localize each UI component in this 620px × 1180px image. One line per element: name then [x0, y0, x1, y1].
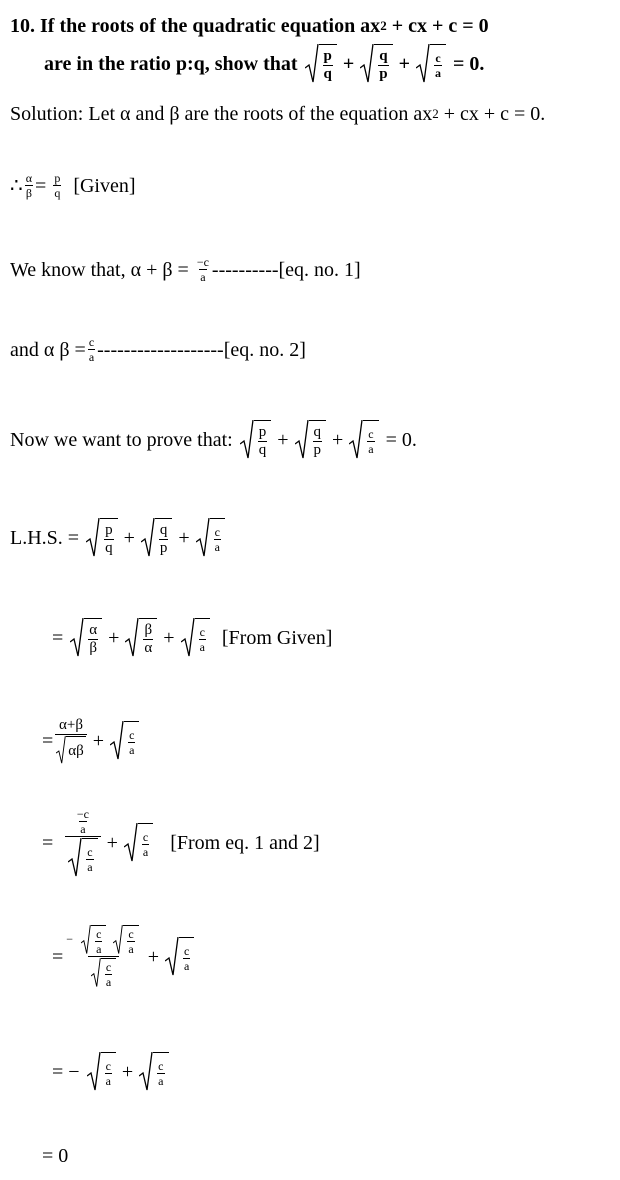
- given-ratio: ∴ $\frac{\alpha}{\beta}$ = $\frac{p}{q}$ [Given]: [10, 171, 136, 200]
- step-expand: = − $\frac{c}{a}$ $\frac{c}{a}$ $\frac{c}{a}$ + $\frac{c}{a}$: [52, 925, 196, 988]
- lhs-line: L.H.S. = $\frac{p}{q}$ + $\frac{q}{p}$ + $\frac{c}{a}$: [10, 518, 227, 558]
- sqrt-p-over-q: $\frac{p}{q}$: [305, 44, 337, 84]
- problem-line-2: are in the ratio p:q, show that $\frac{p}{q}$ + $\frac{q}{p}$ + $\frac{c}{a}$ = 0.: [44, 44, 484, 84]
- step-from-eq: = $\frac{\frac{-c}{a}}{\frac{c}{a}}$ + $\frac{c}{a}$ [From eq. 1 and 2]: [42, 808, 320, 878]
- eq-2: and α β = $\frac{c}{a}$ ------------------- [eq. no. 2]: [10, 335, 306, 364]
- eq-1: We know that, α + β = $\frac{-c}{a}$ ---------- [eq. no. 1]: [10, 255, 361, 284]
- solution-intro: Solution: Let α and β are the roots of the equation ax 2 + cx + c = 0.: [10, 103, 546, 125]
- lhs-label: L.H.S. =: [10, 527, 80, 549]
- prove-statement: Now we want to prove that: $\frac{p}{q}$ + $\frac{q}{p}$ + $\frac{c}{a}$ = 0.: [10, 420, 417, 460]
- problem-line-1: 10. If the roots of the quadratic equation ax 2 + cx + c = 0: [10, 15, 489, 37]
- step-sum-over-product: = $\frac{\alpha+\beta}{\alpha\beta}$ + $\frac{c}{a}$: [42, 718, 141, 765]
- problem-text-2: are in the ratio p:q, show that: [44, 53, 298, 75]
- sqrt-c-over-a: $\frac{c}{a}$: [416, 44, 446, 84]
- given-label: [Given]: [73, 174, 136, 197]
- step-from-given: = $\frac{\alpha}{\beta}$ + $\frac{\beta}{\alpha}$ + $\frac{c}{a}$ [From Given]: [52, 618, 332, 658]
- problem-number: 10.: [10, 15, 35, 37]
- problem-text-1: If the roots of the quadratic equation ax: [40, 15, 381, 37]
- sqrt-q-over-p: $\frac{q}{p}$: [360, 44, 392, 84]
- problem-eq-zero: = 0.: [453, 53, 485, 75]
- step-cancel: = − $\frac{c}{a}$ + $\frac{c}{a}$: [52, 1052, 171, 1092]
- problem-text-1-end: + cx + c = 0: [391, 15, 489, 37]
- therefore-symbol: ∴: [10, 174, 23, 197]
- final-result: = 0: [42, 1145, 69, 1167]
